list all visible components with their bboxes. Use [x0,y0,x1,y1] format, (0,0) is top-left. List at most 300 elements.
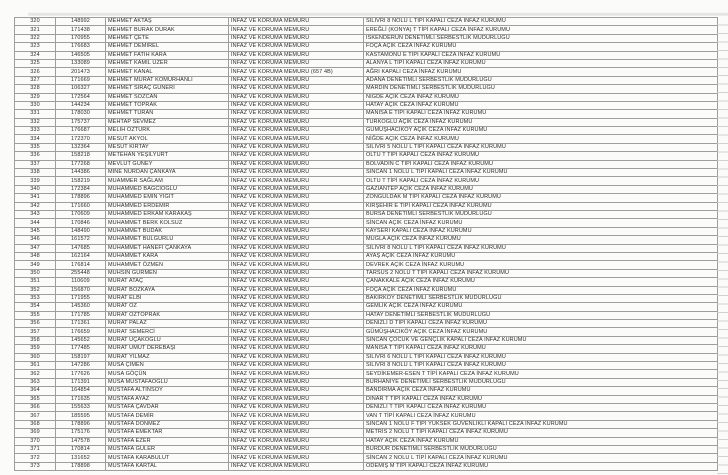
registry-no-cell: 148490 [56,227,106,235]
institution-cell: ÇANAKKALE AÇIK CEZA İNFAZ KURUMU [364,278,718,286]
title-cell: İNFAZ VE KORUMA MEMURU [229,18,364,26]
name-cell: MESUT KIRTAY [106,143,229,151]
row-number-cell: 341 [15,194,56,202]
title-cell: İNFAZ VE KORUMA MEMURU [229,303,364,311]
row-number-cell: 344 [15,219,56,227]
table-row [15,445,718,453]
institution-cell: GÜMÜŞHACIKÖY AÇIK CEZA İNFAZ KURUMU [364,127,718,135]
institution-cell: AYAŞ AÇIK CEZA İNFAZ KURUMU [364,252,718,260]
title-cell: İNFAZ VE KORUMA MEMURU [229,420,364,428]
table-row [15,395,718,403]
name-cell: MURAT ÖZ [106,303,229,311]
registry-no-cell: 170846 [56,219,106,227]
table-row [15,378,718,386]
institution-cell: ZONGULDAK M TİPİ KAPALI CEZA İNFAZ KURUMU [364,194,718,202]
title-cell: İNFAZ VE KORUMA MEMURU [229,437,364,445]
row-number-cell: 348 [15,252,56,260]
table-row [15,143,718,151]
table-row [15,362,718,370]
name-cell: MUSTAFA EMEKTAR [106,429,229,437]
row-number-cell: 321 [15,26,56,34]
institution-cell: BURHANİYE DENETİMLİ SERBESTLİK MÜDÜRLÜĞÜ [364,378,718,386]
registry-no-cell: 175737 [56,118,106,126]
institution-cell: İSKENDERUN DENETİMLİ SERBESTLİK MÜDÜRLÜĞÜ [364,34,718,42]
title-cell: İNFAZ VE KORUMA MEMURU [229,269,364,277]
name-cell: MUSA MUSTAFAOĞLU [106,378,229,386]
name-cell: MUSTAFA KARTAL [106,462,229,470]
row-number-cell: 369 [15,429,56,437]
table-row [15,462,718,470]
name-cell: MEHMET AKTAŞ [106,18,229,26]
name-cell: MEHMET SİRAÇ GÜNERİ [106,85,229,93]
row-number-cell: 323 [15,43,56,51]
registry-no-cell: 177268 [56,160,106,168]
name-cell: MEHMET ÇETE [106,34,229,42]
name-cell: MUSTAFA ÇAVDAR [106,403,229,411]
title-cell: İNFAZ VE KORUMA MEMURU [229,210,364,218]
institution-cell: DENİZLİ D TİPİ KAPALI CEZA İNFAZ KURUMU [364,320,718,328]
title-cell: İNFAZ VE KORUMA MEMURU [229,429,364,437]
institution-cell: MUĞLA AÇIK CEZA İNFAZ KURUMU [364,236,718,244]
table-row [15,328,718,336]
title-cell: İNFAZ VE KORUMA MEMURU [229,252,364,260]
registry-no-cell: 172564 [56,93,106,101]
table-row [15,261,718,269]
institution-cell: VAN T TİPİ KAPALI CEZA İNFAZ KURUMU [364,412,718,420]
registry-no-cell: 176687 [56,127,106,135]
institution-cell: HATAY AÇIK CEZA İNFAZ KURUMU [364,437,718,445]
table-row [15,353,718,361]
name-cell: MELİH ÖZTÜRK [106,127,229,135]
title-cell: İNFAZ VE KORUMA MEMURU [229,395,364,403]
institution-cell: BOLVADİN C TİPİ KAPALI CEZA İNFAZ KURUMU [364,160,718,168]
table-row [15,185,718,193]
name-cell: MURAT ÖZTOPRAK [106,311,229,319]
table-row [15,252,718,260]
table-row [15,454,718,462]
institution-cell: OLTU T TİPİ KAPALI CEZA İNFAZ KURUMU [364,177,718,185]
title-cell: İNFAZ VE KORUMA MEMURU [229,177,364,185]
name-cell: MURAT UÇAKOĞLU [106,336,229,344]
title-cell: İNFAZ VE KORUMA MEMURU [229,378,364,386]
title-cell: İNFAZ VE KORUMA MEMURU [229,412,364,420]
institution-cell: GEMLİK AÇIK CEZA İNFAZ KURUMU [364,303,718,311]
row-number-cell: 326 [15,68,56,76]
name-cell: MEHTAP SEVMEZ [106,118,229,126]
registry-no-cell: 170955 [56,34,106,42]
title-cell: İNFAZ VE KORUMA MEMURU [229,370,364,378]
institution-cell: SİLİVRİ 8 NOLU L TİPİ KAPALI CEZA İNFAZ KURUMU [364,362,718,370]
institution-cell: OLTU T TİPİ KAPALI CEZA İNFAZ KURUMU [364,152,718,160]
row-number-cell: 359 [15,345,56,353]
institution-cell: NİĞDE AÇIK CEZA İNFAZ KURUMU [364,93,718,101]
institution-cell: KAYSERİ KAPALI CEZA İNFAZ KURUMU [364,227,718,235]
roster-table-body [15,18,718,471]
title-cell: İNFAZ VE KORUMA MEMURU [229,34,364,42]
institution-cell: KASTAMONU E TİPİ KAPALI CEZA İNFAZ KURUMU [364,51,718,59]
name-cell: MURAT ELBİ [106,294,229,302]
title-cell: İNFAZ VE KORUMA MEMURU [229,227,364,235]
name-cell: MUSTAFA AYAZ [106,395,229,403]
institution-cell: GÜMÜŞHACIKÖY AÇIK CEZA İNFAZ KURUMU [364,328,718,336]
row-number-cell: 355 [15,311,56,319]
row-number-cell: 357 [15,328,56,336]
registry-no-cell: 172384 [56,185,106,193]
institution-cell: MANİSA T TİPİ KAPALI CEZA İNFAZ KURUMU [364,345,718,353]
institution-cell: SİNCAN AÇIK CEZA İNFAZ KURUMU [364,219,718,227]
table-row [15,278,718,286]
institution-cell: GAZİANTEP AÇIK CEZA İNFAZ KURUMU [364,185,718,193]
title-cell: İNFAZ VE KORUMA MEMURU [229,328,364,336]
table-row [15,194,718,202]
registry-no-cell: 178030 [56,110,106,118]
institution-cell: SİNCAN 1 NOLU L TİPİ KAPALI CEZA İNFAZ KURUMU [364,169,718,177]
name-cell: MEHMET TOPRAK [106,101,229,109]
table-row [15,127,718,135]
registry-no-cell: 176659 [56,328,106,336]
name-cell: MUSTAFA ALTINSOY [106,387,229,395]
title-cell: İNFAZ VE KORUMA MEMURU [229,26,364,34]
title-cell: İNFAZ VE KORUMA MEMURU [229,403,364,411]
table-row [15,269,718,277]
row-number-cell: 361 [15,362,56,370]
name-cell: MEHMET BURAK DURAK [106,26,229,34]
name-cell: MURAT YILMAZ [106,353,229,361]
table-row [15,43,718,51]
institution-cell: HATAY DENETİMLİ SERBESTLİK MÜDÜRLÜĞÜ [364,311,718,319]
row-number-cell: 368 [15,420,56,428]
title-cell: İNFAZ VE KORUMA MEMURU [229,353,364,361]
row-number-cell: 327 [15,76,56,84]
institution-cell: BURDUR DENETİMLİ SERBESTLİK MÜDÜRLÜĞÜ [364,445,718,453]
table-row [15,110,718,118]
name-cell: MUSTAFA KARABULUT [106,454,229,462]
table-row [15,152,718,160]
table-row [15,85,718,93]
row-number-cell: 328 [15,85,56,93]
table-row [15,294,718,302]
row-number-cell: 352 [15,286,56,294]
name-cell: MUHAMMED BAĞCIOĞLU [106,185,229,193]
row-number-cell: 333 [15,127,56,135]
registry-no-cell: 158219 [56,177,106,185]
registry-no-cell: 201473 [56,68,106,76]
name-cell: METEHAN YEŞİLYURT [106,152,229,160]
row-number-cell: 320 [15,18,56,26]
title-cell: İNFAZ VE KORUMA MEMURU [229,320,364,328]
row-number-cell: 360 [15,353,56,361]
title-cell: İNFAZ VE KORUMA MEMURU [229,345,364,353]
institution-cell: SİLİVRİ 8 NOLU L TİPİ KAPALI CEZA İNFAZ KURUMU [364,18,718,26]
registry-no-cell: 106327 [56,85,106,93]
title-cell: İNFAZ VE KORUMA MEMURU [229,152,364,160]
table-row [15,101,718,109]
row-number-cell: 332 [15,118,56,126]
registry-no-cell: 147685 [56,244,106,252]
table-row [15,429,718,437]
institution-cell: BANDIRMA AÇIK CEZA İNFAZ KURUMU [364,387,718,395]
institution-cell: NİĞDE AÇIK CEZA İNFAZ KURUMU [364,135,718,143]
registry-no-cell: 176814 [56,261,106,269]
row-number-cell: 337 [15,160,56,168]
institution-cell: FOÇA AÇIK CEZA İNFAZ KURUMU [364,43,718,51]
row-number-cell: 336 [15,152,56,160]
name-cell: MEHMET FATİH KARA [106,51,229,59]
title-cell: İNFAZ VE KORUMA MEMURU [229,362,364,370]
institution-cell: DİNAR T TİPİ KAPALI CEZA İNFAZ KURUMU [364,395,718,403]
institution-cell: DEVREK AÇIK CEZA İNFAZ KURUMU [364,261,718,269]
scan-artifact-top [28,12,728,16]
name-cell: MUSTAFA GÜLER [106,445,229,453]
title-cell: İNFAZ VE KORUMA MEMURU [229,278,364,286]
table-row [15,236,718,244]
institution-cell: SİNCAN 2 NOLU L TİPİ KAPALI CEZA İNFAZ KURUMU [364,454,718,462]
registry-no-cell: 171955 [56,294,106,302]
institution-cell: SEYDİKEMER-ESEN T TİPİ KAPALI CEZA İNFAZ KURUMU [364,370,718,378]
registry-no-cell: 148992 [56,18,106,26]
row-number-cell: 373 [15,462,56,470]
table-row [15,370,718,378]
title-cell: İNFAZ VE KORUMA MEMURU [229,160,364,168]
name-cell: MUHAMMET BUDAK [106,227,229,235]
registry-no-cell: 144386 [56,169,106,177]
row-number-cell: 331 [15,110,56,118]
name-cell: MEHMET KANAL [106,68,229,76]
table-row [15,320,718,328]
name-cell: MURAT PALAZ [106,320,229,328]
institution-cell: TARSUS 2 NOLU T TİPİ KAPALI CEZA İNFAZ KURUMU [364,269,718,277]
institution-cell: TÜRKOĞLU AÇIK CEZA İNFAZ KURUMU [364,118,718,126]
table-row [15,345,718,353]
table-row [15,202,718,210]
row-number-cell: 349 [15,261,56,269]
title-cell: İNFAZ VE KORUMA MEMURU [229,101,364,109]
registry-no-cell: 171391 [56,378,106,386]
table-row [15,93,718,101]
registry-no-cell: 175176 [56,429,106,437]
name-cell: MUHAMMED ERDEMİR [106,202,229,210]
title-cell: İNFAZ VE KORUMA MEMURU [229,194,364,202]
name-cell: MİNE NURDAN ÇANKAYA [106,169,229,177]
registry-no-cell: 110609 [56,278,106,286]
registry-no-cell: 147286 [56,362,106,370]
name-cell: MUHAMMET HANEFİ ÇANKAYA [106,244,229,252]
row-number-cell: 325 [15,59,56,67]
table-row [15,403,718,411]
row-number-cell: 353 [15,294,56,302]
table-row [15,51,718,59]
table-row [15,303,718,311]
title-cell: İNFAZ VE KORUMA MEMURU [229,43,364,51]
title-cell: İNFAZ VE KORUMA MEMURU [229,51,364,59]
row-number-cell: 372 [15,454,56,462]
title-cell: İNFAZ VE KORUMA MEMURU [229,462,364,470]
name-cell: MEHMET TURAN [106,110,229,118]
registry-no-cell: 158197 [56,353,106,361]
title-cell: İNFAZ VE KORUMA MEMURU [229,336,364,344]
title-cell: İNFAZ VE KORUMA MEMURU [229,59,364,67]
table-row [15,118,718,126]
title-cell: İNFAZ VE KORUMA MEMURU [229,294,364,302]
row-number-cell: 343 [15,210,56,218]
table-row [15,286,718,294]
row-number-cell: 367 [15,412,56,420]
registry-no-cell: 255448 [56,269,106,277]
name-cell: MUHAMMED EMİN YİĞİT [106,194,229,202]
registry-no-cell: 172370 [56,135,106,143]
table-row [15,169,718,177]
institution-cell: EREĞLİ (KONYA) T TİPİ KAPALI CEZA İNFAZ KURUMU [364,26,718,34]
title-cell: İNFAZ VE KORUMA MEMURU [229,454,364,462]
row-number-cell: 338 [15,169,56,177]
table-row [15,336,718,344]
name-cell: MUSA GÖÇÜN [106,370,229,378]
title-cell: İNFAZ VE KORUMA MEMURU (657 4B) [229,68,364,76]
registry-no-cell: 171635 [56,395,106,403]
row-number-cell: 342 [15,202,56,210]
row-number-cell: 322 [15,34,56,42]
title-cell: İNFAZ VE KORUMA MEMURU [229,445,364,453]
title-cell: İNFAZ VE KORUMA MEMURU [229,286,364,294]
row-number-cell: 365 [15,395,56,403]
table-row [15,219,718,227]
table-row [15,26,718,34]
title-cell: İNFAZ VE KORUMA MEMURU [229,169,364,177]
registry-no-cell: 144234 [56,101,106,109]
registry-no-cell: 158218 [56,152,106,160]
title-cell: İNFAZ VE KORUMA MEMURU [229,135,364,143]
row-number-cell: 345 [15,227,56,235]
row-number-cell: 371 [15,445,56,453]
registry-no-cell: 132364 [56,143,106,151]
title-cell: İNFAZ VE KORUMA MEMURU [229,76,364,84]
registry-no-cell: 178896 [56,194,106,202]
row-number-cell: 362 [15,370,56,378]
row-number-cell: 366 [15,403,56,411]
registry-no-cell: 178898 [56,462,106,470]
title-cell: İNFAZ VE KORUMA MEMURU [229,311,364,319]
name-cell: MEHMET SÖZCAN [106,93,229,101]
registry-no-cell: 131652 [56,454,106,462]
table-row [15,59,718,67]
institution-cell: SİLİVRİ 5 NOLU L TİPİ KAPALI CEZA İNFAZ KURUMU [364,143,718,151]
name-cell: MUSTAFA EZER [106,437,229,445]
row-number-cell: 350 [15,269,56,277]
name-cell: MURAT BOZKAYA [106,286,229,294]
institution-cell: ÖDEMİŞ M TİPİ KAPALI CEZA İNFAZ KURUMU [364,462,718,470]
institution-cell: ADANA DENETİMLİ SERBESTLİK MÜDÜRLÜĞÜ [364,76,718,84]
registry-no-cell: 155633 [56,403,106,411]
registry-no-cell: 170609 [56,210,106,218]
row-number-cell: 339 [15,177,56,185]
name-cell: MURAT SEMERCİ [106,328,229,336]
name-cell: MEHMET DEMİREL [106,43,229,51]
institution-cell: BURSA DENETİMLİ SERBESTLİK MÜDÜRLÜĞÜ [364,210,718,218]
registry-no-cell: 176683 [56,43,106,51]
registry-no-cell: 133089 [56,59,106,67]
name-cell: MUHSİN GÜRMEN [106,269,229,277]
table-row [15,18,718,26]
institution-cell: ALANYA L TİPİ KAPALI CEZA İNFAZ KURUMU [364,59,718,67]
table-row [15,437,718,445]
title-cell: İNFAZ VE KORUMA MEMURU [229,219,364,227]
name-cell: MUAMMER SAĞLAM [106,177,229,185]
registry-no-cell: 177485 [56,345,106,353]
title-cell: İNFAZ VE KORUMA MEMURU [229,387,364,395]
registry-no-cell: 171785 [56,311,106,319]
row-number-cell: 358 [15,336,56,344]
registry-no-cell: 178896 [56,420,106,428]
row-number-cell: 370 [15,437,56,445]
table-row [15,311,718,319]
registry-no-cell: 171438 [56,26,106,34]
row-number-cell: 364 [15,387,56,395]
title-cell: İNFAZ VE KORUMA MEMURU [229,127,364,135]
registry-no-cell: 171361 [56,320,106,328]
title-cell: İNFAZ VE KORUMA MEMURU [229,85,364,93]
registry-no-cell: 162164 [56,252,106,260]
institution-cell: DENİZLİ T TİPİ KAPALI CEZA İNFAZ KURUMU [364,403,718,411]
name-cell: MURAT UMUT DEREBAŞI [106,345,229,353]
table-row [15,227,718,235]
registry-no-cell: 164854 [56,387,106,395]
name-cell: MEHMET MURAT KÖMÜRHANLI [106,76,229,84]
institution-cell: METRİS 2 NOLU T TİPİ KAPALI CEZA İNFAZ KURUMU [364,429,718,437]
scan-artifact-line-tails [717,17,728,474]
name-cell: MUHAMMED ERKAM KARAKAŞ [106,210,229,218]
title-cell: İNFAZ VE KORUMA MEMURU [229,202,364,210]
row-number-cell: 346 [15,236,56,244]
name-cell: MUSTAFA DEMİR [106,412,229,420]
name-cell: MUHAMMET ÖZMEN [106,261,229,269]
name-cell: MUHAMMET BERK KOLSUZ [106,219,229,227]
name-cell: MUSA ÇİMEN [106,362,229,370]
institution-cell: MARDİN DENETİMLİ SERBESTLİK MÜDÜRLÜĞÜ [364,85,718,93]
title-cell: İNFAZ VE KORUMA MEMURU [229,143,364,151]
institution-cell: BAKIRKÖY DENETİMLİ SERBESTLİK MÜDÜRLÜĞÜ [364,294,718,302]
row-number-cell: 324 [15,51,56,59]
name-cell: MUHAMMET KARA [106,252,229,260]
registry-no-cell: 177626 [56,370,106,378]
title-cell: İNFAZ VE KORUMA MEMURU [229,236,364,244]
table-row [15,135,718,143]
table-row [15,210,718,218]
row-number-cell: 340 [15,185,56,193]
name-cell: MURAT ATAÇ [106,278,229,286]
name-cell: MEVLÜT GÜNEY [106,160,229,168]
row-number-cell: 363 [15,378,56,386]
table-row [15,387,718,395]
title-cell: İNFAZ VE KORUMA MEMURU [229,185,364,193]
institution-cell: MANİSA E TİPİ KAPALI CEZA İNFAZ KURUMU [364,110,718,118]
registry-no-cell: 145360 [56,303,106,311]
name-cell: MEHMET KAMİL UZER [106,59,229,67]
table-row [15,76,718,84]
title-cell: İNFAZ VE KORUMA MEMURU [229,93,364,101]
registry-no-cell: 161572 [56,236,106,244]
registry-no-cell: 156870 [56,286,106,294]
table-row [15,68,718,76]
registry-no-cell: 185595 [56,412,106,420]
title-cell: İNFAZ VE KORUMA MEMURU [229,118,364,126]
institution-cell: HATAY AÇIK CEZA İNFAZ KURUMU [364,101,718,109]
title-cell: İNFAZ VE KORUMA MEMURU [229,244,364,252]
registry-no-cell: 170814 [56,445,106,453]
institution-cell: SİNCAN 1 NOLU F TİPİ YÜKSEK GÜVENLİKLİ KAPALI CEZA İNFAZ KURUMU [364,420,718,428]
name-cell: MUHAMMET BULGURLU [106,236,229,244]
registry-no-cell: 147578 [56,437,106,445]
institution-cell: AĞRI KAPALI CEZA İNFAZ KURUMU [364,68,718,76]
